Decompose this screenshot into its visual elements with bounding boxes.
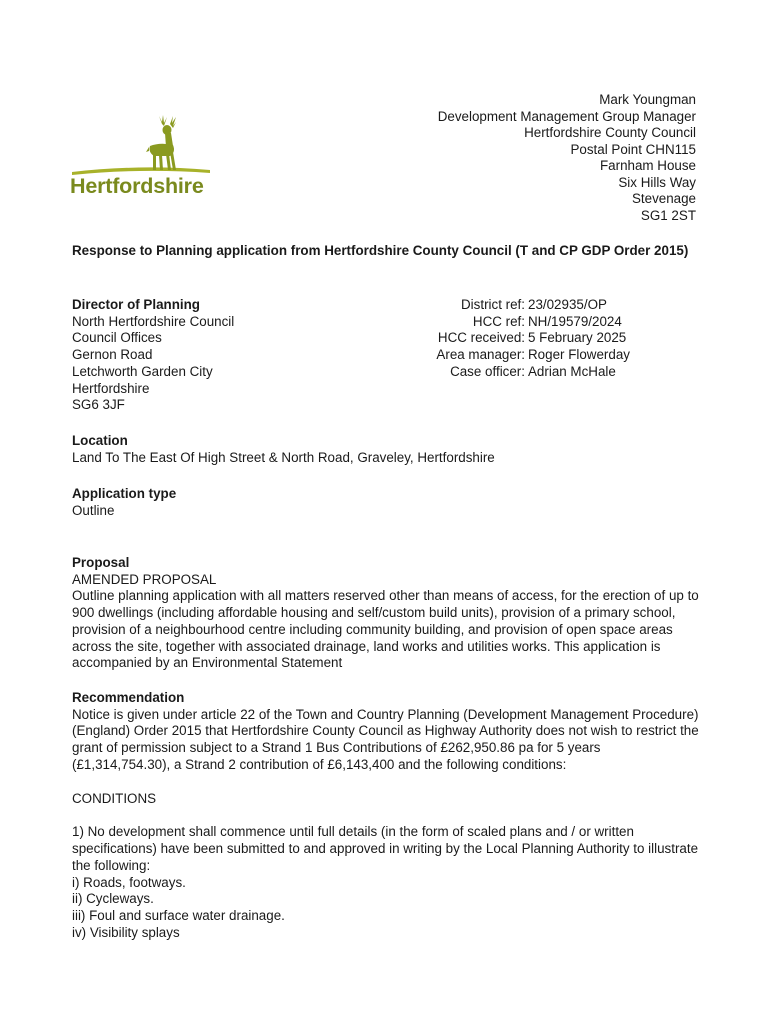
document-title: Response to Planning application from Hertfordshire County Council (T and CP GDP Order 2015) [72,243,689,258]
condition-item: iii) Foul and surface water drainage. [72,907,285,923]
sender-address [438,92,696,224]
recipient-line: Council Offices [72,330,162,346]
recipient-line: Letchworth Garden City [72,363,213,379]
sender-organisation: Hertfordshire County Council [524,125,696,140]
sender-street: Six Hills Way [618,174,696,190]
sender-postcode: SG1 2ST [640,207,696,223]
ref-row-case-officer [420,364,630,381]
logo-wordmark: Hertfordshire [70,174,204,198]
ref-value: NH/19579/2024 [528,313,622,329]
condition-item: i) Roads, footways. [72,874,186,890]
stag-emblem-icon [70,112,212,178]
condition-item: iv) Visibility splays [72,924,180,940]
recipient-line: SG6 3JF [72,397,125,413]
ref-row-received [420,330,630,347]
ref-label: HCC received: [437,330,525,346]
condition-item: ii) Cycleways. [72,891,154,907]
ref-label: Area manager: [436,347,525,363]
proposal-text: Outline planning application with all matters reserved other than means of access, for the erection of up to 900 dwellings (including affordable housing and self/custom build units), provision of a primary school, provision of a neighbourhood centre including community building, and provision of open space areas across the site, together with associated drainage, land works and utilities works. This application is accompanied by an Environmental Statement [72,588,699,671]
hertfordshire-logo [70,112,212,200]
reference-block [420,297,630,381]
proposal-heading: Proposal [72,555,130,570]
ref-label: HCC ref: [472,313,525,329]
application-type-text: Outline [72,502,115,518]
ref-label: District ref: [461,297,525,312]
conditions-heading: CONDITIONS [72,791,157,806]
recommendation-heading: Recommendation [72,690,185,705]
sender-town: Stevenage [631,191,696,206]
recipient-line: Hertfordshire [72,380,150,396]
recommendation-text: Notice is given under article 22 of the Town and Country Planning (Development Management Procedure) (England) Order 2015 that Hertfordshire County Council as Highway Authority does not wish to restrict the grant of permission subject to a Strand 1 Bus Contributions of £262,950.86 pa for 5 years (£1,314,754.30), a Strand 2 contribution of £6,143,400 and the following conditions: [72,706,699,772]
conditions-section [72,791,702,941]
location-section [72,433,702,466]
condition-1-text: 1) No development shall commence until full details (in the form of scaled plans and / or written specifications) have been submitted to and approved in writing by the Local Planning Authority to illustrate the following: [72,824,699,873]
recipient-address [72,297,234,414]
sender-role: Development Management Group Manager [437,108,696,124]
ref-row-area-manager [420,347,630,364]
recommendation-section [72,690,702,774]
ref-value: 23/02935/OP [528,297,607,312]
location-heading: Location [72,433,128,448]
sender-building: Farnham House [599,158,696,173]
recipient-line: Gernon Road [72,347,153,363]
ref-value: 5 February 2025 [528,330,627,346]
ref-value: Roger Flowerday [528,347,630,363]
proposal-subheading: AMENDED PROPOSAL [72,571,217,587]
sender-postal-point: Postal Point CHN115 [570,141,696,157]
ref-row-hcc [420,314,630,331]
ref-row-district [420,297,630,314]
application-type-heading: Application type [72,486,177,501]
sender-name: Mark Youngman [599,92,696,107]
proposal-section [72,555,702,672]
recipient-heading: Director of Planning [72,297,200,312]
recipient-line: North Hertfordshire Council [72,313,235,329]
ref-value: Adrian McHale [528,363,616,379]
location-text: Land To The East Of High Street & North Road, Graveley, Hertfordshire [72,449,495,465]
ref-label: Case officer: [450,363,525,379]
application-type-section [72,486,702,519]
